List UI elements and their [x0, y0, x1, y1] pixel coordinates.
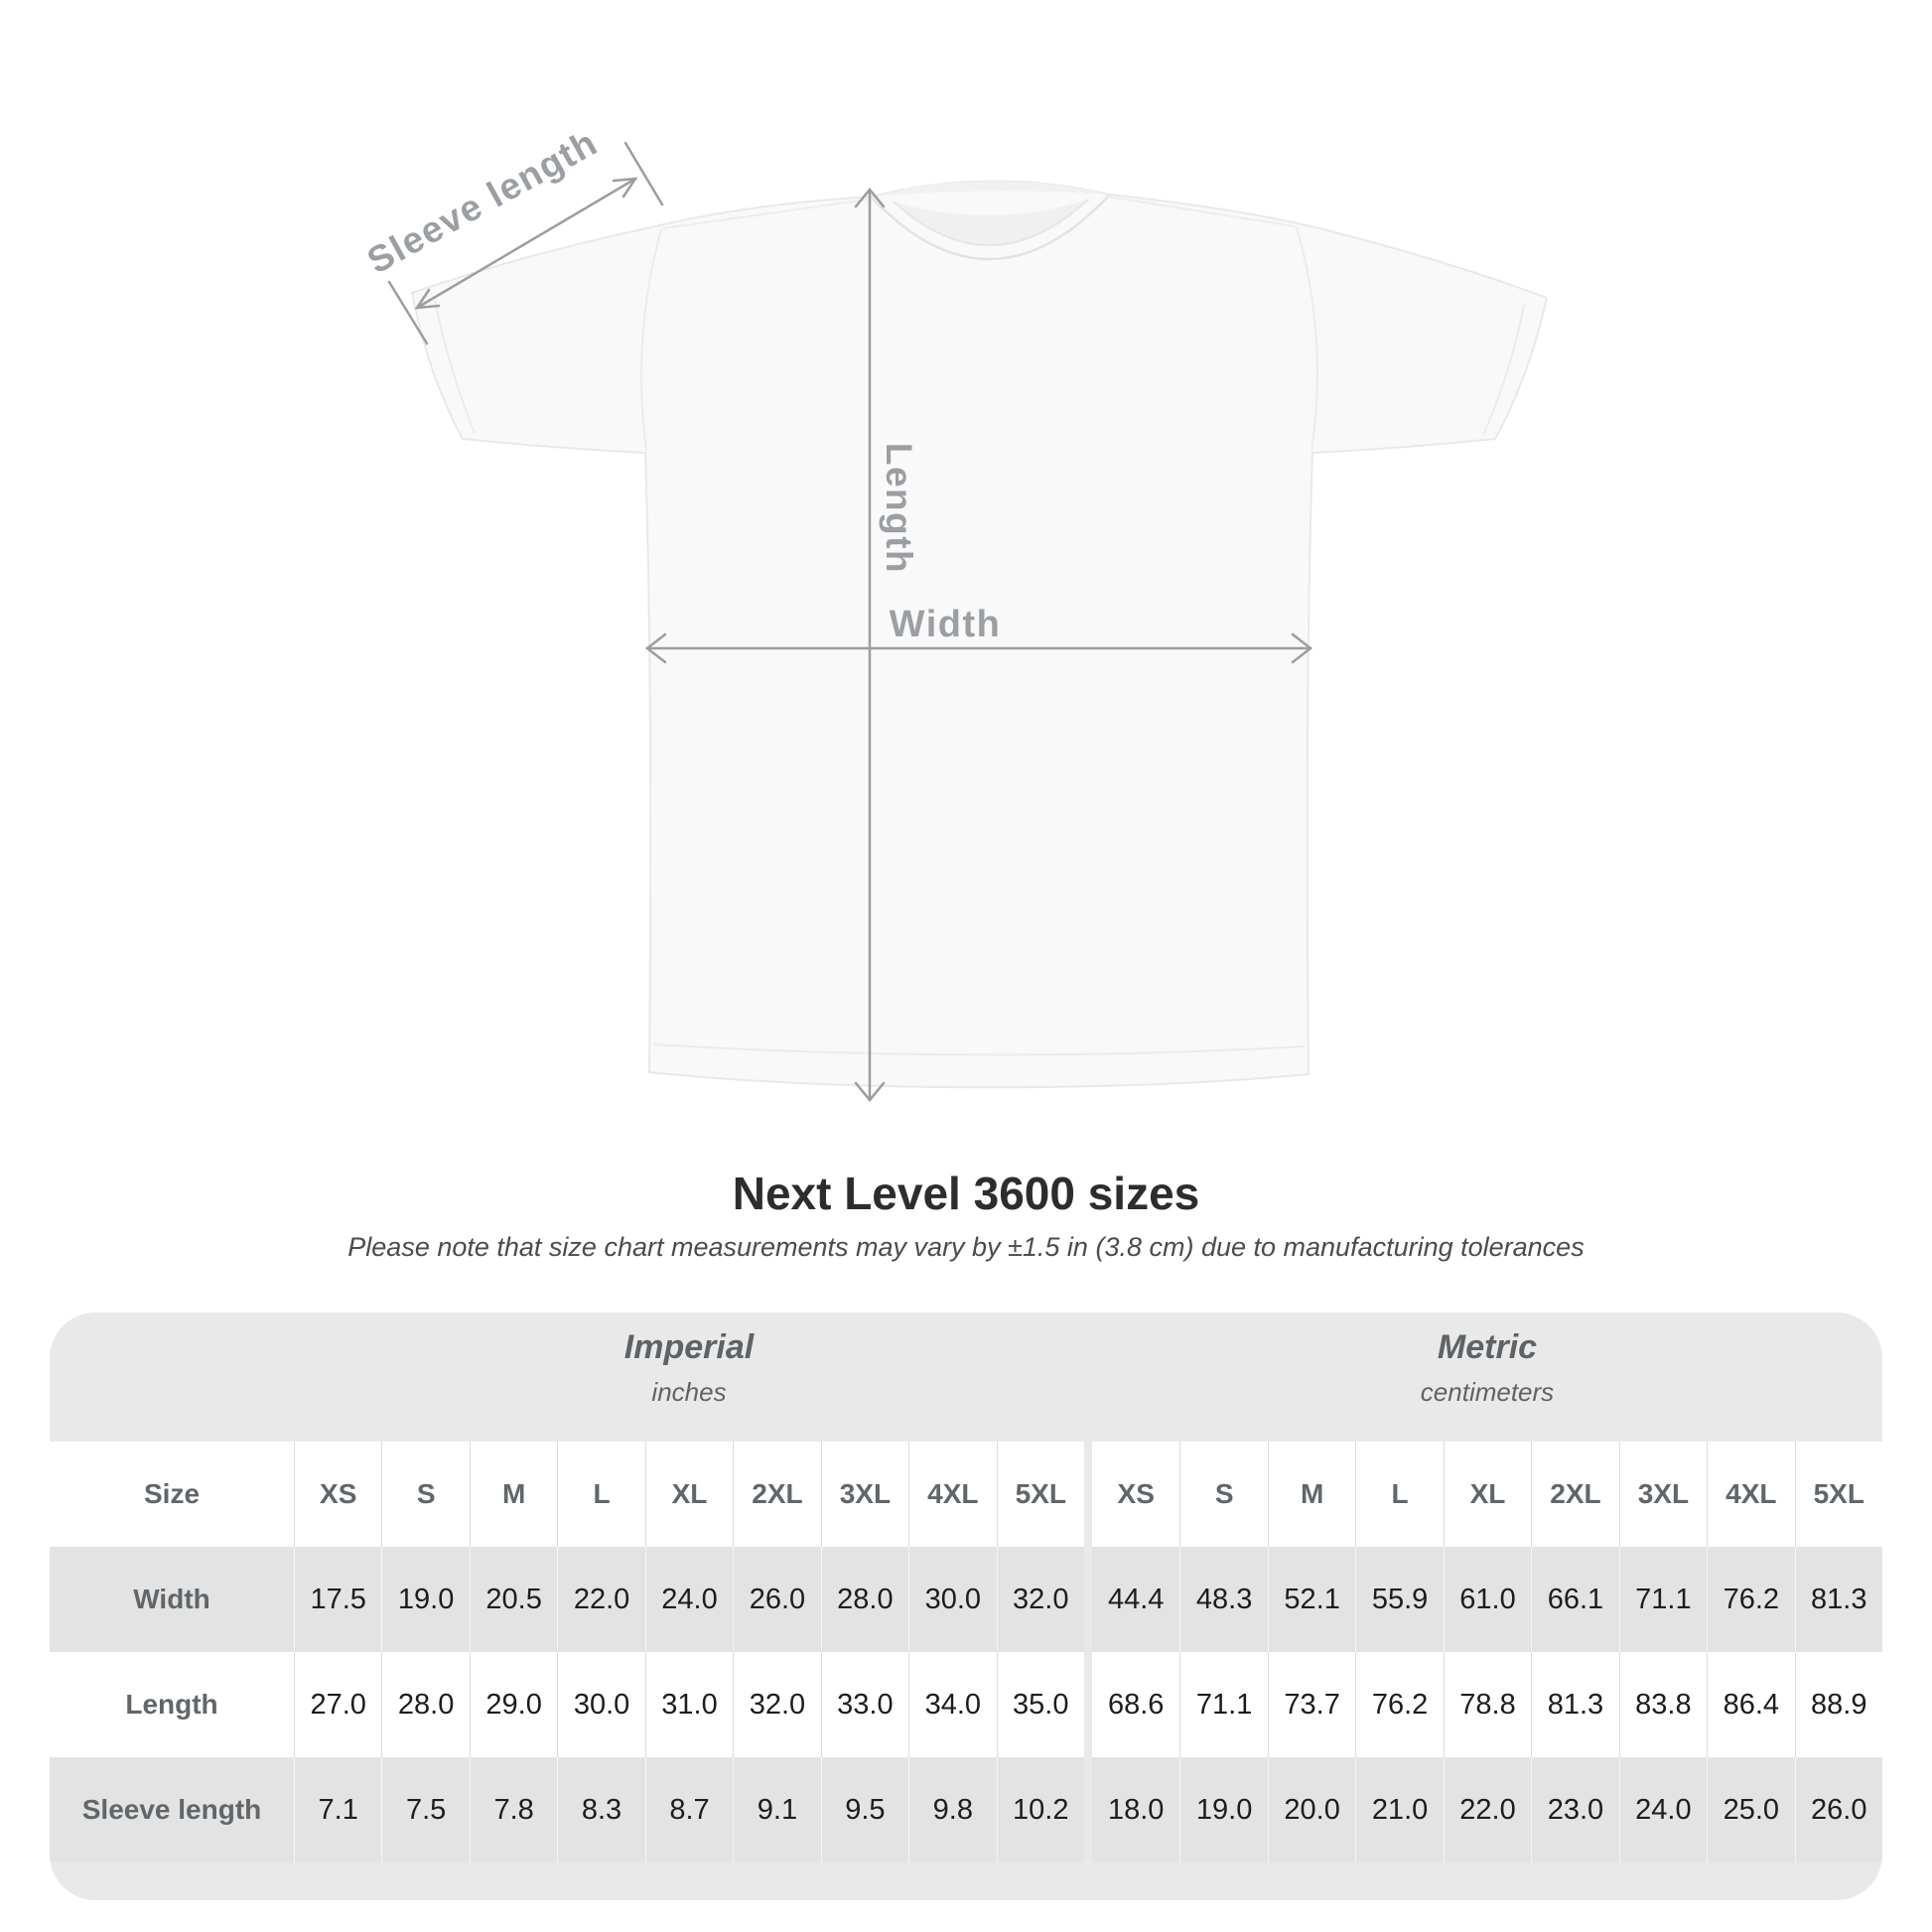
size-header: XL — [645, 1442, 733, 1547]
value-cell: 31.0 — [645, 1652, 733, 1757]
value-cell: 21.0 — [1355, 1757, 1443, 1863]
metric-group-header — [1092, 1312, 1882, 1442]
value-cell: 24.0 — [1619, 1757, 1707, 1863]
value-cell: 22.0 — [557, 1547, 644, 1652]
size-header: XS — [294, 1442, 381, 1547]
value-cell: 19.0 — [1179, 1757, 1267, 1863]
size-header-row — [50, 1442, 1882, 1547]
metric-unit-label: centimeters — [1420, 1377, 1555, 1407]
value-cell: 9.5 — [821, 1757, 908, 1863]
value-cell: 71.1 — [1619, 1547, 1707, 1652]
value-cell: 30.0 — [908, 1547, 996, 1652]
unit-divider — [1084, 1757, 1092, 1863]
value-cell: 17.5 — [294, 1547, 381, 1652]
value-cell: 83.8 — [1619, 1652, 1707, 1757]
value-cell: 33.0 — [821, 1652, 908, 1757]
row-label: Width — [133, 1584, 210, 1614]
value-cell: 8.3 — [557, 1757, 644, 1863]
size-header: 3XL — [1619, 1442, 1707, 1547]
table-row-sleeve-length — [50, 1757, 1882, 1863]
unit-group-header-row — [50, 1312, 1882, 1442]
length-label: Length — [879, 442, 919, 575]
value-cell: 88.9 — [1795, 1652, 1882, 1757]
value-cell: 66.1 — [1531, 1547, 1618, 1652]
value-cell: 68.6 — [1107, 1688, 1165, 1721]
size-header: M — [470, 1442, 557, 1547]
size-table — [50, 1312, 1882, 1900]
value-cell: 34.0 — [908, 1652, 996, 1757]
size-header: L — [557, 1442, 644, 1547]
size-header: 5XL — [997, 1442, 1084, 1547]
value-cell: 78.8 — [1444, 1652, 1531, 1757]
size-column-header: Size — [143, 1478, 201, 1509]
value-cell: 30.0 — [557, 1652, 644, 1757]
value-cell: 10.2 — [997, 1757, 1084, 1863]
imperial-group-header — [294, 1312, 1084, 1442]
size-header: S — [1179, 1442, 1267, 1547]
metric-label: Metric — [1437, 1328, 1538, 1366]
unit-divider — [1084, 1652, 1092, 1757]
group-header-spacer — [50, 1312, 294, 1442]
value-cell: 20.5 — [470, 1547, 557, 1652]
size-header: 3XL — [821, 1442, 908, 1547]
page-title: Next Level 3600 sizes — [732, 1168, 1200, 1219]
value-cell: 28.0 — [381, 1652, 469, 1757]
size-header: 2XL — [733, 1442, 820, 1547]
size-header: M — [1268, 1442, 1355, 1547]
value-cell: 71.1 — [1179, 1652, 1267, 1757]
size-header: S — [381, 1442, 469, 1547]
value-cell: 19.0 — [381, 1547, 469, 1652]
value-cell: 27.0 — [294, 1652, 381, 1757]
value-cell: 52.1 — [1268, 1547, 1355, 1652]
value-cell: 55.9 — [1355, 1547, 1443, 1652]
value-cell: 81.3 — [1531, 1652, 1618, 1757]
imperial-unit-label: inches — [651, 1377, 727, 1407]
value-cell: 9.1 — [733, 1757, 820, 1863]
value-cell: 32.0 — [733, 1652, 820, 1757]
value-cell: 8.7 — [645, 1757, 733, 1863]
value-cell: 18.0 — [1107, 1793, 1165, 1826]
imperial-label: Imperial — [623, 1328, 755, 1366]
value-cell: 76.2 — [1707, 1547, 1794, 1652]
size-header: 5XL — [1795, 1442, 1882, 1547]
table-row-length — [50, 1652, 1882, 1757]
table-row-width — [50, 1547, 1882, 1652]
width-label: Width — [889, 604, 1002, 645]
value-cell: 29.0 — [470, 1652, 557, 1757]
value-cell: 9.8 — [908, 1757, 996, 1863]
value-cell: 81.3 — [1795, 1547, 1882, 1652]
value-cell: 23.0 — [1531, 1757, 1618, 1863]
value-cell: 20.0 — [1268, 1757, 1355, 1863]
value-cell: 7.1 — [294, 1757, 381, 1863]
row-label: Length — [125, 1689, 218, 1720]
size-header: XS — [1117, 1478, 1155, 1509]
value-cell: 25.0 — [1707, 1757, 1794, 1863]
size-header: L — [1355, 1442, 1443, 1547]
sleeve-length-label: Sleeve length — [360, 121, 605, 282]
tolerance-note: Please note that size chart measurements may vary by ±1.5 in (3.8 cm) due to manufacturing tolerances — [347, 1232, 1585, 1262]
sleeve-arrowhead-upper — [614, 179, 635, 197]
size-header: 2XL — [1531, 1442, 1618, 1547]
value-cell: 26.0 — [733, 1547, 820, 1652]
value-cell: 76.2 — [1355, 1652, 1443, 1757]
row-label: Sleeve length — [81, 1794, 262, 1825]
value-cell: 7.5 — [381, 1757, 469, 1863]
value-cell: 61.0 — [1444, 1547, 1531, 1652]
sleeve-extension-tick-upper — [625, 143, 662, 205]
size-header: XL — [1444, 1442, 1531, 1547]
size-header: 4XL — [1707, 1442, 1794, 1547]
value-cell: 28.0 — [821, 1547, 908, 1652]
unit-divider — [1084, 1312, 1092, 1442]
value-cell: 24.0 — [645, 1547, 733, 1652]
value-cell: 86.4 — [1707, 1652, 1794, 1757]
unit-divider — [1084, 1547, 1092, 1652]
value-cell: 26.0 — [1795, 1757, 1882, 1863]
value-cell: 73.7 — [1268, 1652, 1355, 1757]
value-cell: 48.3 — [1179, 1547, 1267, 1652]
size-header: 4XL — [908, 1442, 996, 1547]
value-cell: 35.0 — [997, 1652, 1084, 1757]
value-cell: 22.0 — [1444, 1757, 1531, 1863]
value-cell: 7.8 — [470, 1757, 557, 1863]
value-cell: 32.0 — [997, 1547, 1084, 1652]
unit-divider — [1084, 1442, 1092, 1547]
value-cell: 44.4 — [1107, 1583, 1165, 1615]
